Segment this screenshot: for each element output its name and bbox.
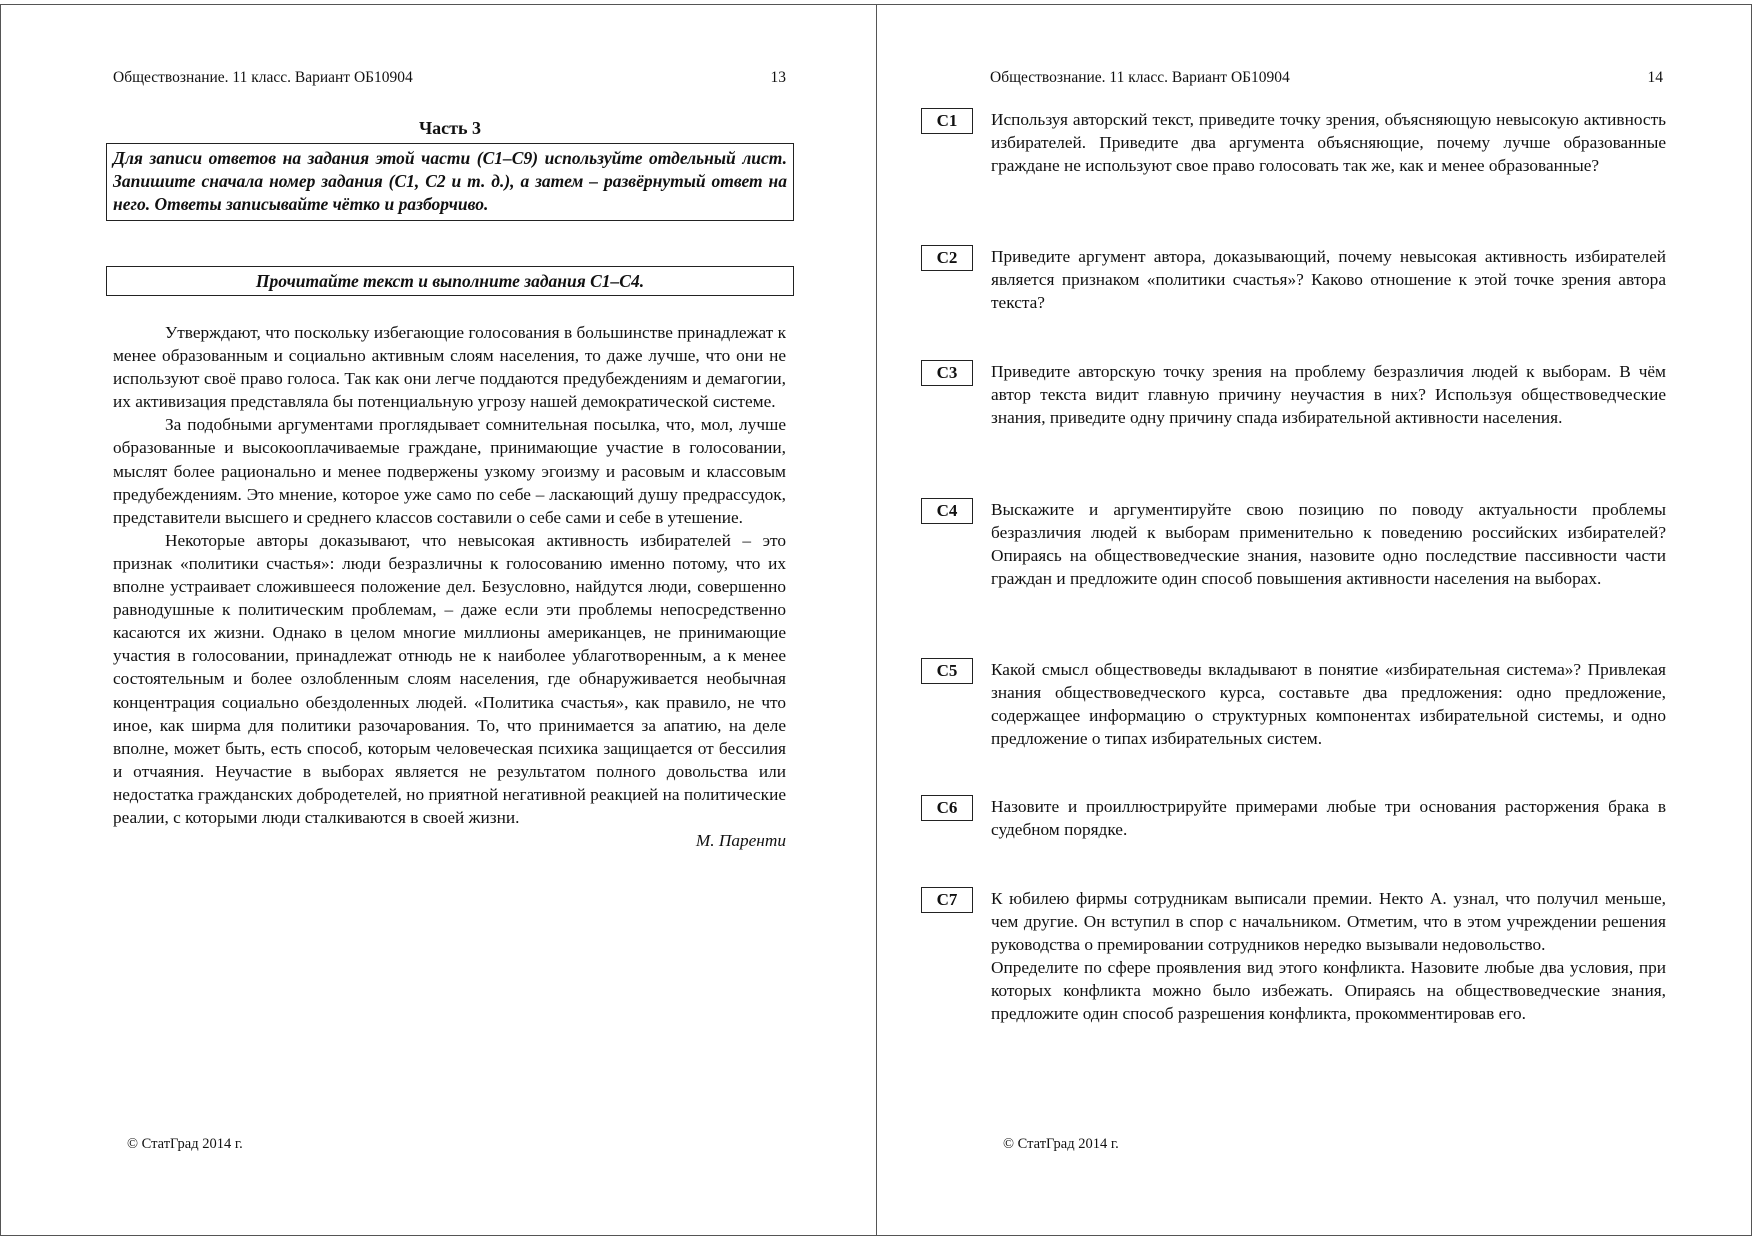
instructions-box: Для записи ответов на задания этой части (C1–C9) используйте отдельный лист. Запишите сначала номер задания (C1, C2 и т. д.), а затем – развёрнутый ответ на него. Ответы записывайте чётко и разборчиво. [106, 143, 794, 221]
question-label: C6 [921, 795, 973, 821]
author-signature: М. Паренти [695, 831, 786, 851]
question-label: C3 [921, 360, 973, 386]
question-text: Назовите и проиллюстрируйте примерами любые три основания расторжения брака в судебном порядке. [991, 797, 1666, 840]
header-title: Обществознание. 11 класс. Вариант ОБ10904 [113, 69, 413, 86]
right-page [877, 0, 1754, 1239]
header-title: Обществознание. 11 класс. Вариант ОБ10904 [990, 69, 1290, 86]
paragraph: Некоторые авторы доказывают, что невысокая активность избирателей – это признак «политики счастья»: люди безразличны к голосованию именно потому, что их вполне устраивает сложившееся положение дел. Безусловно, найдутся люди, совершенно равнодушные к политическим проблемам, – даже если эти проблемы непосредственно касаются их жизни. Однако в целом многие миллионы американцев, не принимающие участия в голосовании, принадлежат отнюдь не к наиболее ублаготворенным, а к менее состоятельным и более озлобленным слоям населения, где обнаруживается необычная концентрация социально обездоленных людей. «Политика счастья», как правило, не что иное, как ширма для политики разочарования. То, что принимается за апатию, на деле вполне, может быть, есть способ, которым человеческая психика защищается от бессилия и отчаяния. Неучастие в выборах является не результатом полного довольства или недостатка гражданских добродетелей, но приятной негативной реакцией на политические реалии, с которыми люди сталкиваются в своей жизни. [113, 530, 786, 827]
question-label: C2 [921, 245, 973, 271]
part-heading: Часть 3 [418, 118, 482, 138]
page-footer: © СтатГрад 2014 г. [127, 1136, 243, 1152]
question-label: C7 [921, 887, 973, 913]
question-text: Используя авторский текст, приведите точку зрения, объясняющую невысокую активность избирателей. Приведите два аргумента объясняющие, почему лучше образованные граждане не используют свое право голосовать так же, как и менее образованные? [991, 110, 1666, 176]
page-number: 14 [1647, 69, 1663, 86]
source-text [113, 321, 786, 852]
page-number: 13 [770, 69, 786, 86]
question-label: C5 [921, 658, 973, 684]
question-text: Приведите авторскую точку зрения на проблему безразличия людей к выборам. В чём автор текста видит главную причину неучастия в них? Используя обществоведческие знания, приведите одну причину спада избирательной активности населения. [991, 362, 1666, 428]
question-text [991, 887, 1666, 1026]
question-paragraph: К юбилею фирмы сотрудникам выписали премии. Некто А. узнал, что получил меньше, чем другие. Он вступил в спор с начальником. Отметим, что в этом учреждении решения руководства о премировании сотрудников нередко вызывали недовольство. [991, 889, 1666, 955]
paragraph: За подобными аргументами проглядывает сомнительная посылка, что, мол, лучше образованные и высокооплачиваемые граждане, принимающие участие в голосовании, мыслят более рационально и менее подвержены узкому эгоизму и расовым и классовым предубеждениям. Это мнение, которое уже само по себе – ласкающий душу предрассудок, представители высшего и среднего классов составили о себе сами и себе в утешение. [113, 415, 786, 527]
left-page [0, 0, 876, 1239]
question-label: C4 [921, 498, 973, 524]
read-prompt-box: Прочитайте текст и выполните задания C1–C4. [106, 266, 794, 296]
question-text: Выскажите и аргументируйте свою позицию по поводу актуальности проблемы безразличия людей к выборам применительно к поведению российских избирателей? Опираясь на обществоведческие знания, назовите одно последствие пассивности части граждан и предложите один способ повышения активности населения на выборах. [991, 500, 1666, 589]
question-text: Какой смысл обществоведы вкладывают в понятие «избирательная система»? Привлекая знания обществоведческого курса, составьте два предложения: одно предложение, содержащее информацию о структурных компонентах избирательной системы, и одно предложение о типах избирательных систем. [991, 660, 1666, 749]
page-footer: © СтатГрад 2014 г. [1003, 1136, 1119, 1152]
paragraph: Утверждают, что поскольку избегающие голосования в большинстве принадлежат к менее образованным и социально активным слоям населения, то даже лучше, что они не используют своё право голоса. Так как они легче поддаются предубеждениям и демагогии, их активизация представляла бы потенциальную угрозу нашей демократической системе. [113, 323, 786, 412]
question-label: C1 [921, 108, 973, 134]
question-text: Приведите аргумент автора, доказывающий, почему невысокая активность избирателей является признаком «политики счастья»? Каково отношение к этой точке зрения автора текста? [991, 247, 1666, 313]
question-paragraph: Определите по сфере проявления вид этого конфликта. Назовите любые два условия, при которых конфликта можно было избежать. Опираясь на обществоведческие знания, предложите один способ разрешения конфликта, прокомментировав его. [991, 958, 1666, 1024]
